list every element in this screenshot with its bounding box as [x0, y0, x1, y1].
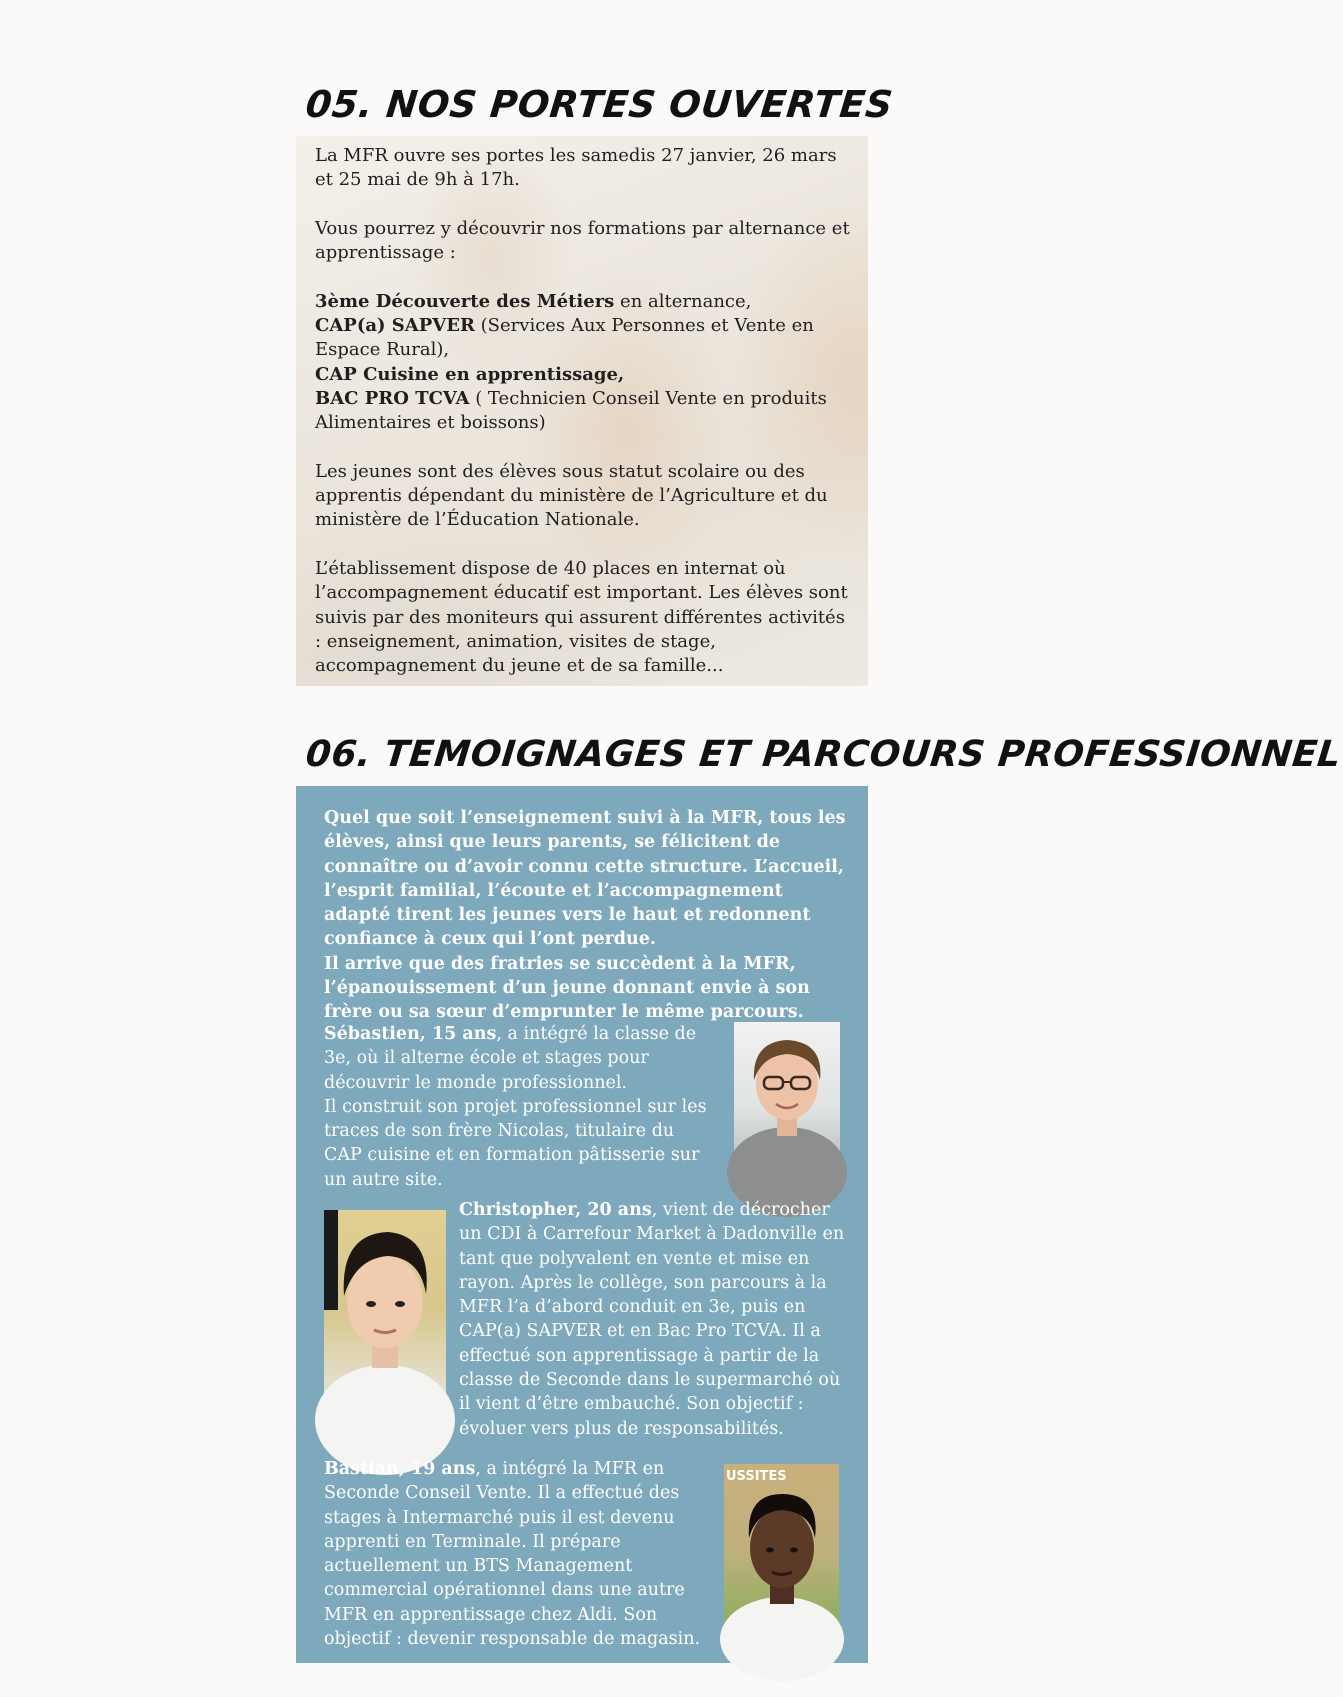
sebastien-photo [734, 1022, 840, 1166]
section-05-title: 05. NOS PORTES OUVERTES [303, 83, 895, 126]
poster-lettering: USSITES [726, 1469, 787, 1484]
christopher-photo [324, 1210, 446, 1408]
testimonial-sebastien: Sébastien, 15 ans, a intégré la classe de 3e, où il alterne école et stages pour découvrir le monde professionnel. Il construit son projet professionnel sur les traces de son frère Nicolas, titulaire du CAP cuisine et en formation pâtisserie sur un autre site. [324, 1024, 707, 1190]
testimonials-intro: Quel que soit l’enseignement suivi à la MFR, tous les élèves, ainsi que leurs parents, se félicitent de connaître ou d’avoir connu cette structure. L’accueil, l’esprit familial, l’écoute et l’accompagnement adapté tirent les jeunes vers le haut et redonnent confiance à ceux qui l’ont perdue. Il arrive que des fratries se succèdent à la MFR, l’épanouissement d’un jeune donnant envie à son frère ou sa sœur d’emprunter le même parcours. [324, 808, 846, 1023]
portrait-illustration [324, 1210, 446, 1408]
open-days-box [296, 136, 868, 686]
testimonials-box [296, 786, 868, 1663]
formation-item: CAP Cuisine en apprentissage, [315, 363, 625, 385]
testimonial-bastian: Bastian, 19 ans, a intégré la MFR en Seconde Conseil Vente. Il a effectué des stages à Intermarché puis il est devenu apprenti en Terminale. Il prépare actuellement un BTS Management commercial opérationnel dans une autre MFR en apprentissage chez Aldi. Son objectif : devenir responsable de magasin. [324, 1459, 701, 1650]
formation-item: 3ème Découverte des Métiers en alternance, [315, 290, 752, 312]
open-days-text [315, 144, 855, 703]
open-days-dates: La MFR ouvre ses portes les samedis 27 janvier, 26 mars et 25 mai de 9h à 17h. [315, 145, 837, 191]
section-06-title: 06. TEMOIGNAGES ET PARCOURS PROFESSIONNEL [303, 734, 1343, 775]
formation-item: CAP(a) SAPVER (Services Aux Personnes et Vente en Espace Rural), [315, 315, 814, 361]
bastian-photo [724, 1464, 839, 1624]
formation-item: BAC PRO TCVA ( Technicien Conseil Vente en produits Alimentaires et boissons) [315, 387, 827, 434]
status-paragraph: Les jeunes sont des élèves sous statut scolaire ou des apprentis dépendant du ministère de l’Agriculture et du ministère de l’Éducation Nationale. [315, 460, 828, 531]
student-name: Christopher, 20 ans [459, 1200, 652, 1220]
formations-list [315, 290, 855, 436]
portrait-illustration [724, 1464, 839, 1624]
testimonial-christopher: Christopher, 20 ans, vient de décrocher un CDI à Carrefour Market à Dadonville en tant que polyvalent en vente et mise en rayon. Après le collège, son parcours à la MFR l’a d’abord conduit en 3e, puis en CAP(a) SAPVER et en Bac Pro TCVA. Il a effectué son apprentissage à partir de la classe de Seconde dans le supermarché où il vient d’être embauché. Son objectif : évoluer vers plus de responsabilités. [459, 1200, 845, 1439]
portrait-illustration [734, 1022, 840, 1166]
student-name: Bastian, 19 ans [324, 1459, 476, 1479]
open-days-intro: Vous pourrez y découvrir nos formations par alternance et apprentissage : [315, 217, 850, 264]
student-name: Sébastien, 15 ans [324, 1024, 497, 1044]
boarding-paragraph: L’établissement dispose de 40 places en internat où l’accompagnement éducatif est important. Les élèves sont suivis par des moniteurs qui assurent différentes activités : enseignement, animation, visites de stage, accompagnement du jeune et de sa famille... [315, 558, 848, 677]
